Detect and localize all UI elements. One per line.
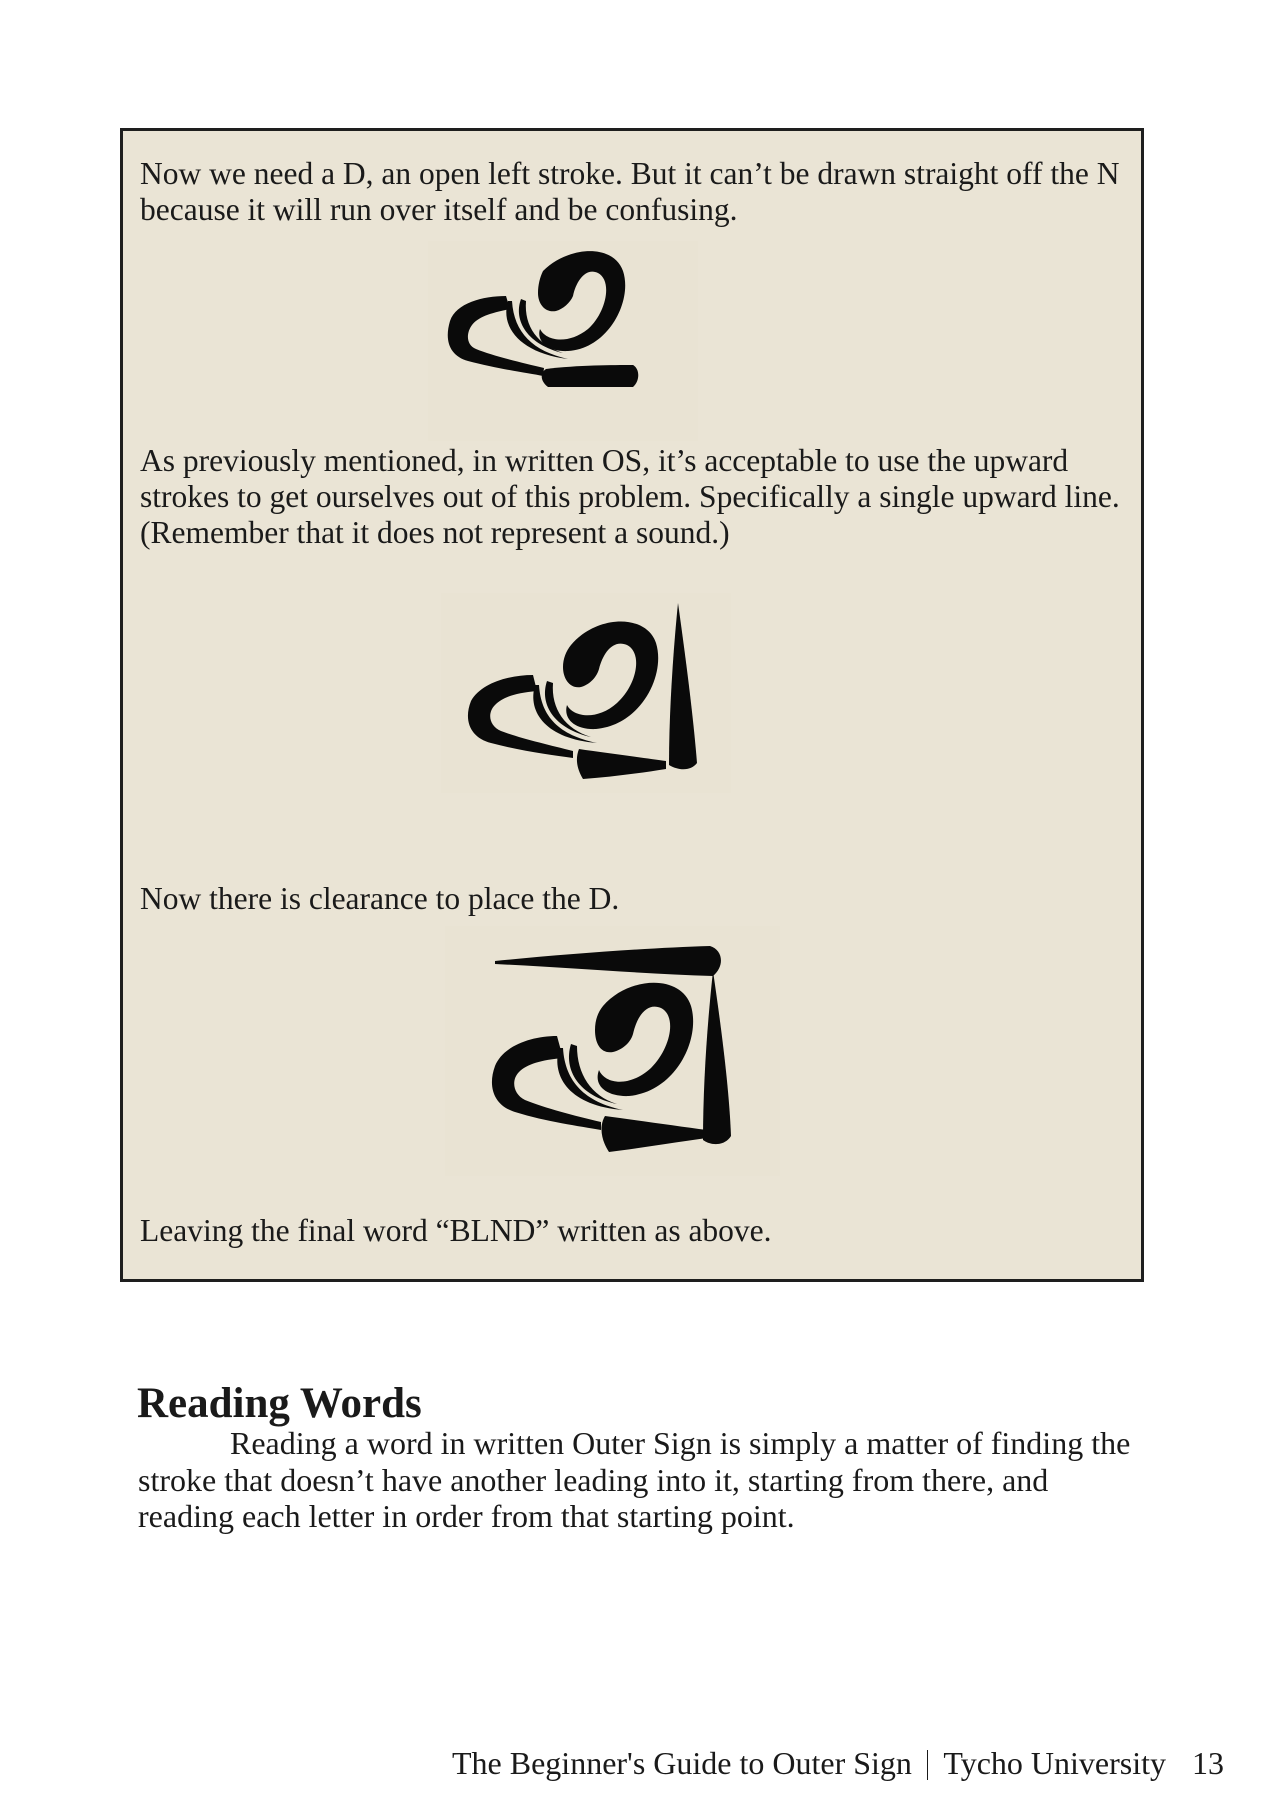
section-heading: Reading Words [137,1380,422,1427]
glyph-bln-upward-figure [441,593,731,793]
paragraph-upward-strokes: As previously mentioned, in written OS, it’s acceptable to use the upward strokes to get ourselves out of this problem. Specifically a single upward line. (Remember that it does not represent a sound.) [140,443,1120,550]
outer-sign-glyph-icon [445,926,780,1176]
footer-publisher: Tycho University [943,1745,1167,1781]
example-box [120,128,1144,1282]
glyph-bln-figure [428,241,698,441]
outer-sign-glyph-icon [428,241,698,441]
footer-separator [927,1750,929,1780]
paragraph-d-stroke: Now we need a D, an open left stroke. But it can’t be drawn straight off the N because it will run over itself and be confusing. [140,156,1120,227]
paragraph-clearance: Now there is clearance to place the D. [140,881,620,916]
page-number: 13 [1192,1745,1225,1781]
footer-title: The Beginner's Guide to Outer Sign [452,1745,912,1781]
glyph-blnd-figure [445,926,780,1176]
outer-sign-glyph-icon [441,593,731,793]
paragraph-final-word: Leaving the final word “BLND” written as above. [140,1213,772,1248]
section-body: Reading a word in written Outer Sign is simply a matter of finding the stroke that doesn’t have another leading into it, starting from there, and reading each letter in order from that starting point. [138,1425,1131,1534]
page-footer [452,1745,1224,1781]
